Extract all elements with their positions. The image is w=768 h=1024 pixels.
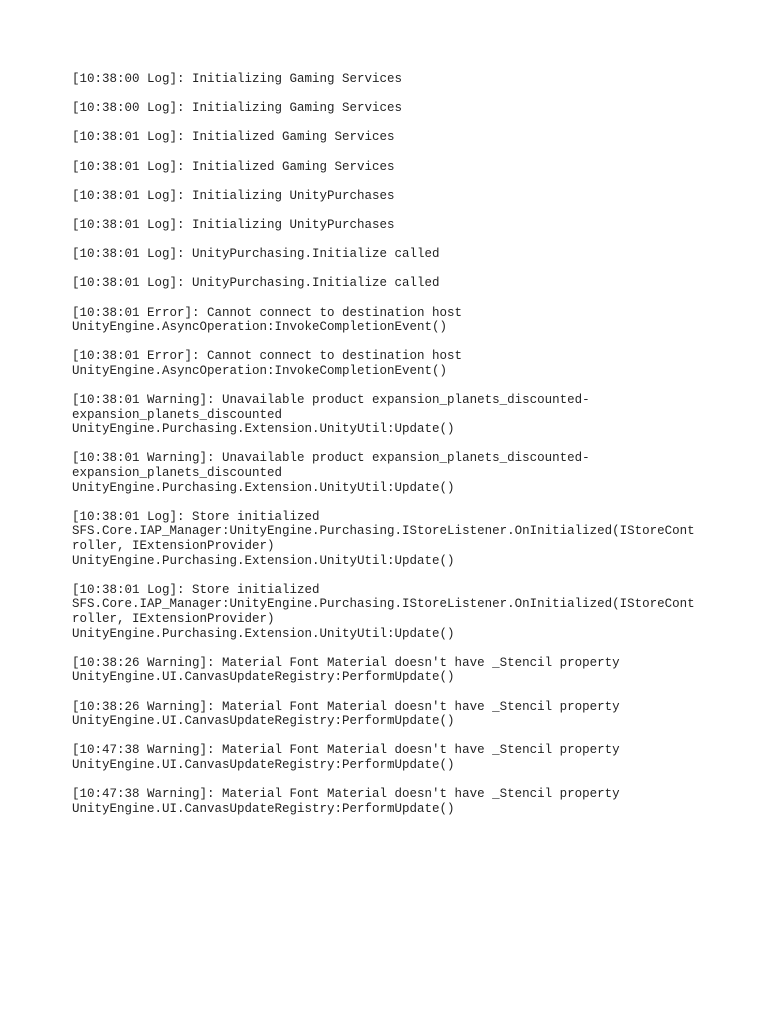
log-line: [10:38:01 Log]: Initializing UnityPurchases	[72, 188, 395, 203]
log-entry	[72, 743, 712, 772]
log-line: SFS.Core.IAP_Manager:UnityEngine.Purchasing.IStoreListener.OnInitialized(IStoreCont	[72, 597, 695, 612]
log-document	[72, 72, 712, 831]
log-line: UnityEngine.AsyncOperation:InvokeCompletionEvent()	[72, 320, 448, 335]
log-line: [10:38:01 Log]: Store initialized	[72, 582, 320, 597]
log-line: [10:38:01 Log]: Initialized Gaming Services	[72, 130, 395, 145]
log-entry	[72, 510, 712, 568]
log-line: [10:38:01 Log]: Initializing UnityPurchases	[72, 217, 395, 232]
log-line: expansion_planets_discounted	[72, 407, 283, 422]
log-line: [10:38:01 Log]: Store initialized	[72, 509, 320, 524]
log-line: [10:38:01 Error]: Cannot connect to destination host	[72, 349, 463, 364]
log-entry	[72, 247, 712, 262]
log-entry	[72, 72, 712, 87]
log-line: [10:38:00 Log]: Initializing Gaming Services	[72, 101, 403, 116]
log-line: [10:38:01 Warning]: Unavailable product expansion_planets_discounted-	[72, 393, 590, 408]
log-line: [10:47:38 Warning]: Material Font Material doesn't have _Stencil property	[72, 787, 620, 802]
log-entry	[72, 656, 712, 685]
log-line: roller, IExtensionProvider)	[72, 611, 275, 626]
log-line: SFS.Core.IAP_Manager:UnityEngine.Purchasing.IStoreListener.OnInitialized(IStoreCont	[72, 524, 695, 539]
log-line: [10:38:26 Warning]: Material Font Material doesn't have _Stencil property	[72, 655, 620, 670]
log-line: UnityEngine.UI.CanvasUpdateRegistry:PerformUpdate()	[72, 801, 455, 816]
log-line: UnityEngine.AsyncOperation:InvokeCompletionEvent()	[72, 363, 448, 378]
log-line: UnityEngine.Purchasing.Extension.UnityUtil:Update()	[72, 422, 455, 437]
log-line: UnityEngine.UI.CanvasUpdateRegistry:PerformUpdate()	[72, 670, 455, 685]
log-entry	[72, 349, 712, 378]
log-line: UnityEngine.UI.CanvasUpdateRegistry:PerformUpdate()	[72, 757, 455, 772]
log-entry	[72, 393, 712, 437]
log-entry	[72, 306, 712, 335]
log-line: roller, IExtensionProvider)	[72, 539, 275, 553]
log-line: UnityEngine.Purchasing.Extension.UnityUtil:Update()	[72, 480, 455, 495]
log-entry	[72, 218, 712, 233]
log-line: [10:38:01 Error]: Cannot connect to destination host	[72, 305, 463, 320]
log-line: expansion_planets_discounted	[72, 466, 283, 481]
log-entry	[72, 189, 712, 204]
log-entry	[72, 700, 712, 729]
log-line: [10:38:01 Warning]: Unavailable product expansion_planets_discounted-	[72, 451, 590, 466]
log-line: [10:38:26 Warning]: Material Font Material doesn't have _Stencil property	[72, 699, 620, 714]
log-entry	[72, 787, 712, 816]
log-line: UnityEngine.UI.CanvasUpdateRegistry:PerformUpdate()	[72, 714, 455, 729]
log-line: [10:47:38 Warning]: Material Font Material doesn't have _Stencil property	[72, 743, 620, 758]
log-entry	[72, 276, 712, 291]
log-line: [10:38:01 Log]: Initialized Gaming Services	[72, 159, 395, 174]
log-entry	[72, 583, 712, 641]
log-line: UnityEngine.Purchasing.Extension.UnityUtil:Update()	[72, 626, 455, 641]
log-line: [10:38:00 Log]: Initializing Gaming Services	[72, 72, 403, 86]
log-entry	[72, 101, 712, 116]
log-entry	[72, 130, 712, 145]
log-entry	[72, 451, 712, 495]
log-entry	[72, 160, 712, 175]
log-line: [10:38:01 Log]: UnityPurchasing.Initialize called	[72, 247, 440, 262]
log-line: [10:38:01 Log]: UnityPurchasing.Initialize called	[72, 276, 440, 291]
log-line: UnityEngine.Purchasing.Extension.UnityUtil:Update()	[72, 553, 455, 568]
